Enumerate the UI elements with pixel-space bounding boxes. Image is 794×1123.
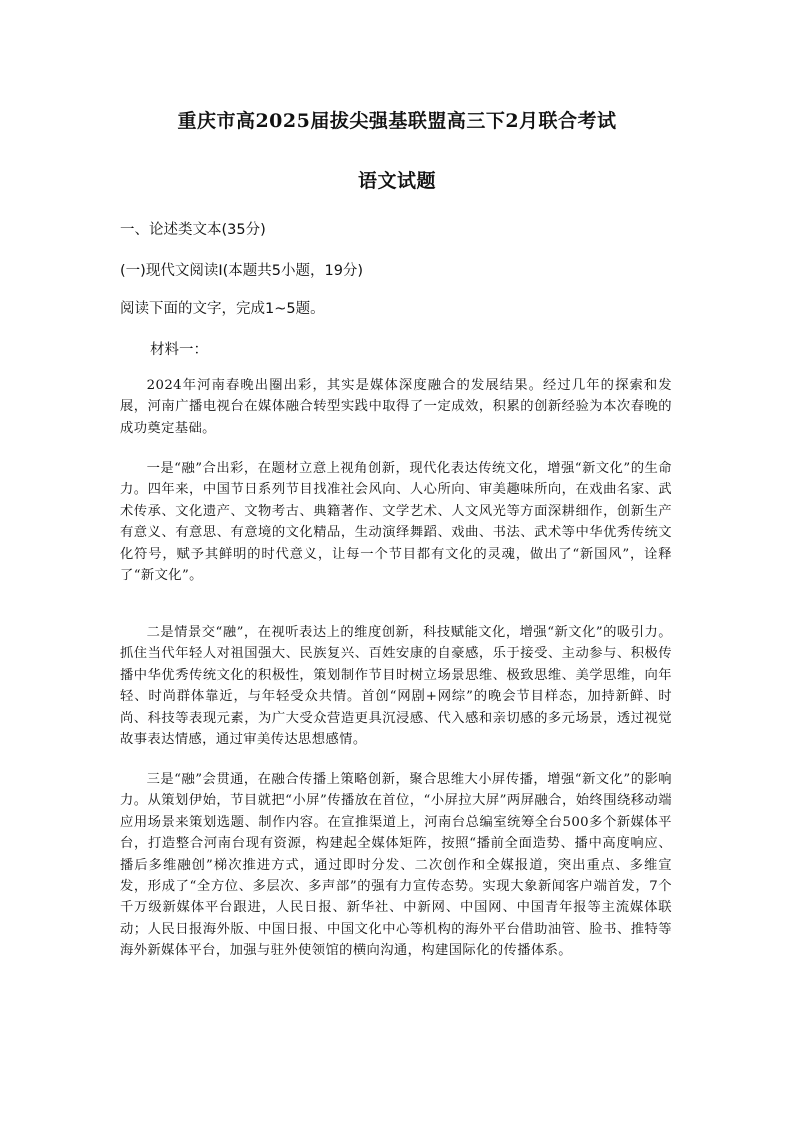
subsection-heading: (一)现代文阅读Ⅰ(本题共5小题，19分) — [120, 263, 364, 279]
section-heading: 一、论述类文本(35分) — [120, 222, 266, 238]
exam-title: 重庆市高2025届拔尖强基联盟高三下2月联合考试 — [177, 110, 617, 132]
material-label: 材料一： — [150, 342, 208, 358]
paragraph-point-one: 一是“融”合出彩，在题材立意上视角创新，现代化表达传统文化，增强“新文化”的生命力。四年来，中国节日系列节目找准社会风向、人心所向、审美趣味所向，在戏曲名家、武术传承、文化遗产、文物考古、典籍著作、文学艺术、人文风光等方面深耕细作，创新生产有意义、有意思、有意境的文化精品，生动演绎舞蹈、戏曲、书法、武术等中华优秀传统文化符号，赋予其鲜明的时代意义，让每一个节目都有文化的灵魂，做出了“新国风”，诠释了“新文化”。 — [120, 461, 672, 584]
paragraph-intro: 2024年河南春晚出圈出彩，其实是媒体深度融合的发展结果。经过几年的探索和发展，河南广播电视台在媒体融合转型实践中取得了一定成效，积累的创新经验为本次春晚的成功奠定基础。 — [120, 378, 672, 436]
exam-subtitle: 语文试题 — [357, 170, 436, 192]
paragraph-point-three: 三是“融”会贯通，在融合传播上策略创新，聚合思维大小屏传播，增强“新文化”的影响力。从策划伊始，节目就把“小屏”传播放在首位，“小屏拉大屏”两屏融合，始终围绕移动端应用场景来策划选题、制作内容。在宣推渠道上，河南台总编室统筹全台500多个新媒体平台，打造整合河南台现有资源，构建起全媒体矩阵，按照“播前全面造势、播中高度响应、播后多维融创”梯次推进方式，通过即时分发、二次创作和全媒报道，突出重点、多维宣发，形成了“全方位、多层次、多声部”的强有力宣传态势。实现大象新闻客户端首发，7个千万级新媒体平台跟进，人民日报、新华社、中新网、中国网、中国青年报等主流媒体联动；人民日报海外版、中国日报、中国文化中心等机构的海外平台借助油管、脸书、推特等海外新媒体平台，加强与驻外使领馆的横向沟通，构建国际化的传播体系。 — [120, 772, 672, 959]
reading-instruction: 阅读下面的文字，完成1~5题。 — [120, 301, 325, 317]
paragraph-point-two: 二是情景交“融”，在视听表达上的维度创新，科技赋能文化，增强“新文化”的吸引力。抓住当代年轻人对祖国强大、民族复兴、百姓安康的自豪感，乐于接受、主动参与、积极传播中华优秀传统文化的积极性，策划制作节目时树立场景思维、极致思维、美学思维，向年轻、时尚群体靠近，与年轻受众共情。首创“网剧+网综”的晚会节目样态，加持新鲜、时尚、科技等表现元素，为广大受众营造更具沉浸感、代入感和亲切感的多元场景，透过视觉故事表达情感，通过审美传达思想感情。 — [120, 625, 672, 748]
